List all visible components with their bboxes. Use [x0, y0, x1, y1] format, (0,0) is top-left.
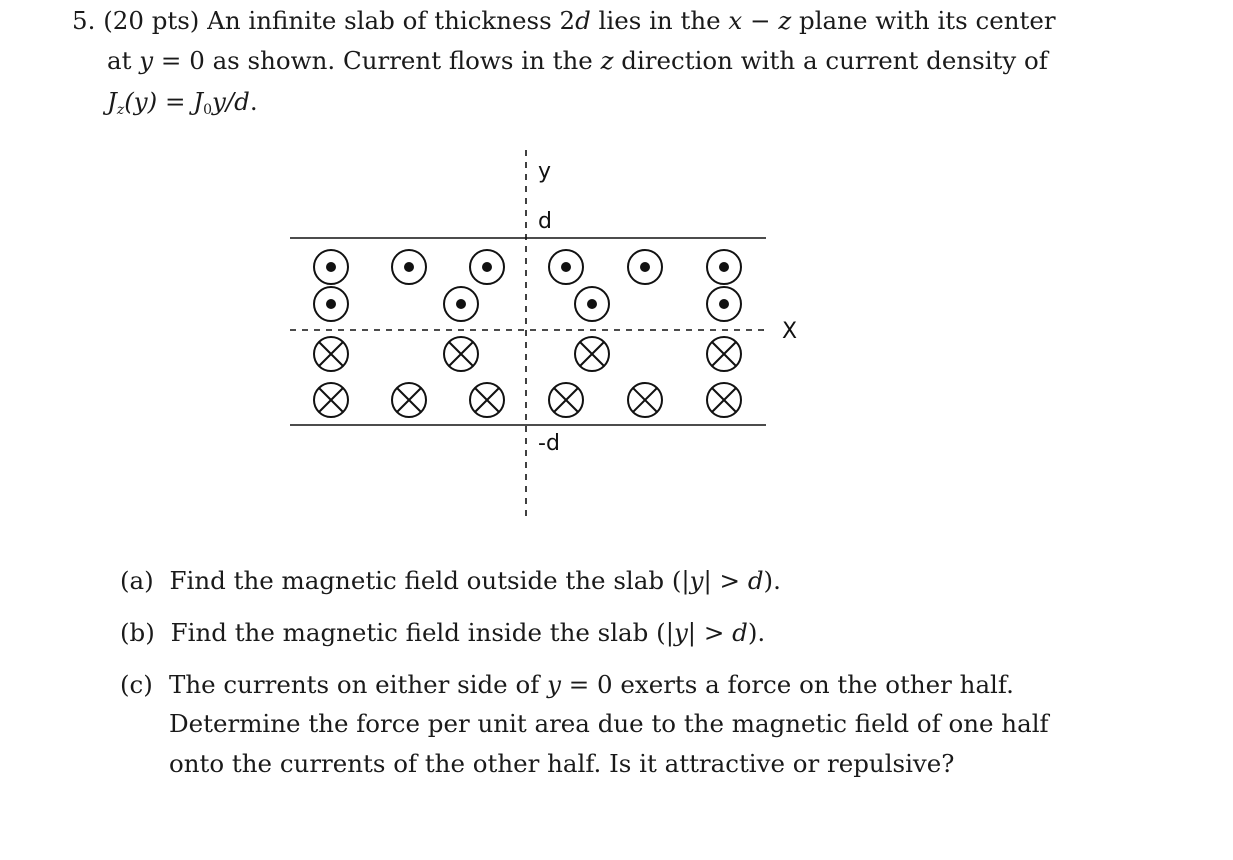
part-c-text: onto the currents of the other half. Is it attractive or repulsive? — [169, 749, 955, 778]
math-y: y — [673, 618, 688, 647]
math-rhs: y/d — [212, 87, 250, 116]
axis-label-x: X — [782, 319, 798, 344]
math-subscript: z — [116, 102, 125, 118]
problem-text: = 0 as shown. Current flows in the — [153, 46, 601, 75]
part-b-text: ). — [747, 618, 766, 647]
current-out-icon — [444, 287, 478, 321]
math-equals: = — [157, 87, 194, 116]
current-in-icon — [470, 383, 504, 417]
current-out-icon — [575, 287, 609, 321]
math-d: d — [575, 6, 591, 35]
current-out-icon — [549, 250, 583, 284]
math-y: y — [547, 670, 561, 699]
current-out-icon — [470, 250, 504, 284]
math-d: d — [732, 618, 748, 647]
math-minus: − — [742, 6, 779, 35]
label-minus-d: -d — [538, 431, 560, 456]
part-c-text: Determine the force per unit area due to the magnetic field of one half — [169, 709, 1049, 738]
problem-number: 5. — [72, 6, 96, 35]
current-in-icon — [392, 383, 426, 417]
math-z: z — [778, 6, 792, 35]
math-J0: J — [193, 87, 204, 116]
math-y: y — [689, 566, 704, 595]
current-in-icon — [707, 383, 741, 417]
label-d: d — [538, 209, 552, 234]
part-b — [120, 618, 765, 647]
problem-text: direction with a current density of — [613, 46, 1048, 75]
part-b-label: (b) — [120, 618, 155, 647]
problem-text: . — [249, 87, 258, 116]
part-a-text: | > — [703, 566, 748, 595]
math-subscript: 0 — [203, 102, 213, 118]
part-a-text: Find the magnetic field outside the slab (| — [169, 566, 690, 595]
problem-text: lies in the — [590, 6, 729, 35]
math-y: y — [139, 46, 154, 75]
part-c-text: The currents on either side of — [169, 670, 548, 699]
part-c-label: (c) — [120, 670, 153, 699]
current-in-icon — [628, 383, 662, 417]
current-out-icon — [392, 250, 426, 284]
part-c-label-line — [120, 670, 153, 699]
axis-label-y: y — [538, 159, 552, 184]
current-in-icon — [314, 337, 348, 371]
current-in-icon — [575, 337, 609, 371]
problem-text: An infinite slab of thickness 2 — [207, 6, 576, 35]
current-in-icon — [549, 383, 583, 417]
current-in-icon — [444, 337, 478, 371]
current-in-icon — [314, 383, 348, 417]
current-out-icon — [314, 287, 348, 321]
problem-text: plane with its center — [791, 6, 1056, 35]
math-J: J — [107, 87, 117, 116]
math-d: d — [747, 566, 764, 595]
part-c-text: = 0 exerts a force on the other half. — [560, 670, 1014, 699]
math-arg: (y) — [124, 87, 158, 116]
part-a-label: (a) — [120, 566, 154, 595]
part-c-line-3 — [169, 749, 954, 778]
current-in-icon — [707, 337, 741, 371]
problem-points: (20 pts) — [103, 6, 200, 35]
part-a — [120, 566, 781, 595]
part-a-text: ). — [763, 566, 781, 595]
math-x: x — [728, 6, 743, 35]
problem-text: at — [107, 46, 140, 75]
part-c-line-2 — [169, 709, 1049, 738]
current-out-icon — [707, 250, 741, 284]
part-b-text: | > — [687, 618, 733, 647]
current-out-icon — [314, 250, 348, 284]
part-c-line-1 — [169, 670, 1014, 699]
current-out-icon — [628, 250, 662, 284]
math-z: z — [600, 46, 614, 75]
current-out-icon — [707, 287, 741, 321]
part-b-text: Find the magnetic field inside the slab (| — [170, 618, 674, 647]
